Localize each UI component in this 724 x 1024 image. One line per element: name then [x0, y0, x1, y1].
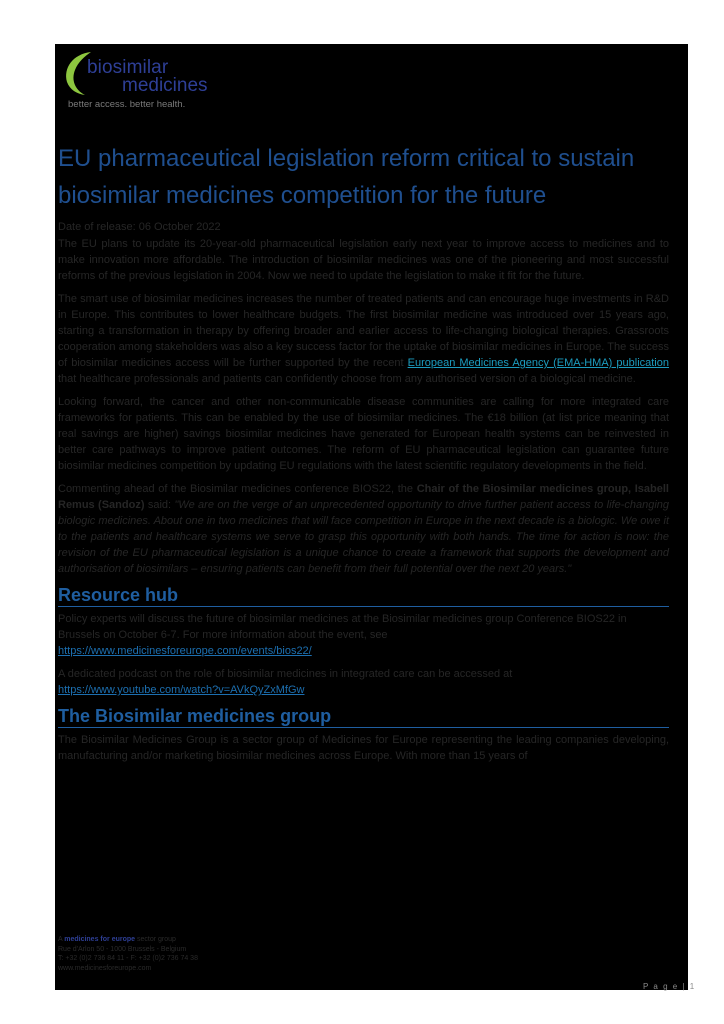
- page-number: P a g e | 1: [643, 982, 696, 991]
- quote-intro: Commenting ahead of the Biosimilar medicines conference BIOS22, the: [58, 483, 417, 495]
- biosimilar-group-heading: The Biosimilar medicines group: [58, 705, 669, 728]
- footer-sector-line: [58, 935, 198, 945]
- logo-tagline: better access. better health.: [68, 99, 186, 110]
- paragraph-smart-use: [58, 291, 669, 387]
- resource-hub-paragraph-podcast: [58, 666, 669, 698]
- logo-name-line1: biosimilar: [87, 57, 169, 78]
- footer-prefix: A: [58, 936, 65, 943]
- podcast-youtube-link[interactable]: https://www.youtube.com/watch?v=AVkQyZxMfGw: [58, 684, 305, 696]
- page-footer: [58, 935, 198, 973]
- resource-hub-event-text: Policy experts will discuss the future of biosimilar medicines at the Biosimilar medicines group Conference BIOS22 in Brussels on October 6-7. For more information about the event, see: [58, 613, 627, 641]
- resource-hub-podcast-text: A dedicated podcast on the role of biosimilar medicines in integrated care can be accessed at: [58, 668, 513, 680]
- ema-hma-publication-link[interactable]: European Medicines Agency (EMA-HMA) publication: [407, 357, 669, 369]
- resource-hub-paragraph-event: [58, 611, 669, 659]
- quote-said: said:: [144, 499, 175, 511]
- footer-website: www.medicinesforeurope.com: [58, 964, 152, 972]
- press-release-title: EU pharmaceutical legislation reform critical to sustain biosimilar medicines competition for the future: [58, 145, 635, 209]
- paragraph-intro: The EU plans to update its 20-year-old pharmaceutical legislation early next year to improve access to medicines and to make innovation more affordable. The introduction of biosimilar medicines was one of the pioneering and most successful reforms of the previous legislation in 2004. Now we need to update the legislation to make it fit for the future.: [58, 238, 669, 282]
- footer-address: Rue d'Arlon 50 - 1000 Brussels - Belgium: [58, 945, 187, 953]
- footer-brand: medicines for europe: [64, 936, 136, 943]
- document-page: [55, 44, 696, 991]
- press-release-body: [58, 219, 669, 771]
- footer-suffix: sector group: [135, 936, 176, 943]
- biosimilar-medicines-logo: [61, 50, 221, 110]
- logo-name-line2: medicines: [122, 75, 208, 96]
- resource-hub-heading: Resource hub: [58, 584, 669, 607]
- bios22-event-link[interactable]: https://www.medicinesforeurope.com/events/bios22/: [58, 645, 312, 657]
- paragraph-smart-use-tail: that healthcare professionals and patients can confidently choose from any authorised version of a biological medicine.: [58, 373, 636, 385]
- quote-text: "We are on the verge of an unprecedented opportunity to drive further patient access to life-changing biologic medicines. About one in two medicines that will face competition in Europe in the next decade is a biologic. We owe it to the patients and healthcare systems we serve to grasp this opportunity with both hands. The time for action is now: the revision of the EU pharmaceutical legislation is a unique chance to create a framework that supports the development and authorisation of biosimilars – ensuring patients can benefit from their full potential over the next 20 years.": [58, 499, 669, 575]
- paragraph-looking-forward: Looking forward, the cancer and other non-communicable disease communities are calling for more integrated care frameworks for patients. This can be enabled by the use of biosimilar medicines. The €18 billion (at list price meaning that real savings are higher) savings biosimilar medicines have generated for European health systems can be reinvested in better care pathways to improve patient outcomes. The reform of EU pharmaceutical legislation can guarantee future biosimilar medicines competition by updating EU regulations with the latest scientific regulatory developments in the field.: [58, 396, 669, 472]
- paragraph-quote: [58, 481, 669, 577]
- release-date: Date of release: 06 October 2022: [58, 221, 221, 233]
- paragraph-smart-use-text: The smart use of biosimilar medicines increases the number of treated patients and can encourage huge investments in R&D in Europe. This contributes to lower healthcare budgets. The first biosimilar medicine was introduced over 15 years ago, starting a transformation in therapy by offering broader and earlier access to life-changing biological therapies. Grassroots cooperation among stakeholders was also a key success factor for the uptake of biosimilar medicines in Europe. The success of biosimilar medicines access will be further supported by the recent: [58, 293, 669, 369]
- footer-phone: T: +32 (0)2 736 84 11 - F: +32 (0)2 736 74 38: [58, 955, 198, 962]
- quote-speaker: Chair of the Biosimilar medicines group, Isabell Remus (Sandoz): [58, 483, 669, 511]
- biosimilar-group-paragraph: The Biosimilar Medicines Group is a sector group of Medicines for Europe representing the leading companies developing, manufacturing and/or marketing biosimilar medicines across Europe. With more than 15 years of: [58, 734, 669, 762]
